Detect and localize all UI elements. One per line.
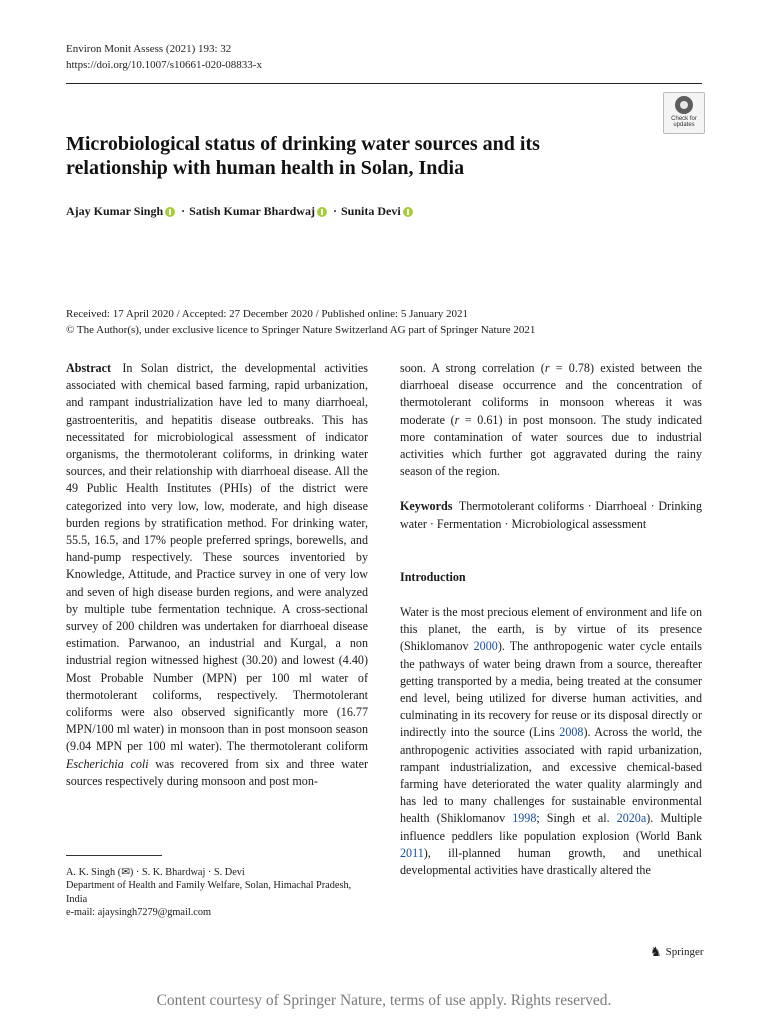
orcid-icon[interactable] xyxy=(403,207,413,217)
citation-link[interactable]: 2000 xyxy=(473,639,498,654)
author-name[interactable]: Ajay Kumar Singh xyxy=(66,204,164,218)
citation-link[interactable]: 2020a xyxy=(616,811,647,826)
journal-citation: Environ Monit Assess (2021) 193: 32 xyxy=(66,43,232,55)
publisher-name: Springer xyxy=(665,946,704,958)
abstract-paragraph: Abstract In Solan district, the developmental activities associated with chemical based farming, rapid urbanization, and rampant industrialization have led to many diarrhoeal, gastroenteritis, and hepatitis disease outbreaks. This has necessitated for microbiological assessment of indicator organisms, the thermotolerant coliforms, in drinking water sources, and their relationship with diarrhoeal disease. All the 49 Public Health Institutes (PHIs) of the district were categorized into very low, low, moderate, and high disease burden regions by stratification method. For drinking water, 55.5, 16.5, and 17% people preferred springs, borewells, and hand-pump respectively. These sources inventoried by Knowledge, Attitude, and Practice survey in one of very low and seven of high disease burden regions, and were analyzed by multiple tube fermentation technique. A cross-sectional survey of 200 children was undertaken for diarrhoeal disease estimation. Parwanoo, an industrial and Kurgal, a non industrial region witnessed highest (30.20) and lowest (4.40) Most Probable Number (MPN) per 100 ml water of thermotolerant coliforms, respectively. Thermotolerant coliforms were also observed significantly more (16.77 MPN/100 ml water) in monsoon than in post monsoon season (9.04 MPN per 100 ml water). The thermotolerant coliform Escherichia coli was recovered from six and three water sources respectively during monsoon and post mon- xyxy=(66,361,368,788)
orcid-icon[interactable] xyxy=(165,207,175,217)
right-column xyxy=(400,360,702,879)
author-separator: · xyxy=(181,204,186,218)
introduction-paragraph: Water is the most precious element of environment and life on this planet, the earth, is by virtue of its presence (Shiklomanov 2000). The anthropogenic water cycle entails the pathways of water being drawn from a source, thereafter getting transported by a media, being treated at the consumer end level, being utilized for diverse human activities, and culminating in its recovery for reuse or its disposal directly or indirectly into the source (Lins 2008). Across the world, the anthropogenic activities associated with rapid urbanization, rampant industrialization, and excessive chemical-based farming have deteriorated the water quality alarmingly and has led to many challenges for sustainable environmental health (Shiklomanov 1998; Singh et al. 2020a). Multiple influence peddlers like population explosion (World Bank 2011), ill-planned human growth, and unethical developmental activities have drastically altered the xyxy=(400,605,703,878)
organism-name: Escherichia coli xyxy=(66,756,149,771)
author-separator: · xyxy=(332,204,337,218)
author-list xyxy=(66,203,415,219)
citation-link[interactable]: 2011 xyxy=(400,845,424,860)
affiliation-email[interactable]: e-mail: ajaysingh7279@gmail.com xyxy=(66,907,212,919)
left-column xyxy=(66,360,368,790)
footnote-rule xyxy=(66,855,162,856)
publication-dates: Received: 17 April 2020 / Accepted: 27 December 2020 / Published online: 5 January 2021 xyxy=(66,308,469,320)
badge-text: Check for updates xyxy=(671,116,697,128)
copyright-notice: © The Author(s), under exclusive licence to Springer Nature Switzerland AG part of Springer Nature 2021 xyxy=(66,324,536,336)
affiliation-department: Department of Health and Family Welfare, Solan, Himachal Pradesh, India xyxy=(66,880,352,905)
crossmark-icon xyxy=(675,96,693,114)
author-name[interactable]: Sunita Devi xyxy=(340,204,401,218)
check-for-updates-badge[interactable] xyxy=(663,92,705,134)
keywords-label: Keywords xyxy=(400,499,453,514)
citation-link[interactable]: 1998 xyxy=(512,811,537,826)
orcid-icon[interactable] xyxy=(317,207,327,217)
header-rule xyxy=(66,83,702,84)
keywords: Keywords Thermotolerant coliforms · Diarrhoeal · Drinking water · Fermentation · Microbiological assessment xyxy=(400,499,702,531)
abstract-label: Abstract xyxy=(66,361,112,375)
paper-title: Microbiological status of drinking water sources and its relationship with human health in Solan, India xyxy=(66,133,540,179)
affiliation-names: A. K. Singh (✉) · S. K. Bhardwaj · S. Devi xyxy=(66,867,245,878)
author-affiliation xyxy=(66,866,368,920)
section-heading: Introduction xyxy=(400,569,466,584)
author-name[interactable]: Satish Kumar Bhardwaj xyxy=(189,204,315,218)
abstract-continuation: soon. A strong correlation (r = 0.78) existed between the diarrhoeal disease occurrence and the concentration of thermotolerant coliforms in monsoon whereas it was moderate (r = 0.61) in post monsoon. The study indicated more contamination of water sources due to industrial activities which further got aggravated during the rainy season of the region. xyxy=(400,361,702,479)
citation-link[interactable]: 2008 xyxy=(559,725,584,740)
courtesy-footer: Content courtesy of Springer Nature, terms of use apply. Rights reserved. xyxy=(156,992,612,1009)
doi-link[interactable]: https://doi.org/10.1007/s10661-020-08833-x xyxy=(66,59,262,71)
publisher-logo xyxy=(650,944,704,960)
springer-horse-icon: ♞ xyxy=(650,944,662,959)
